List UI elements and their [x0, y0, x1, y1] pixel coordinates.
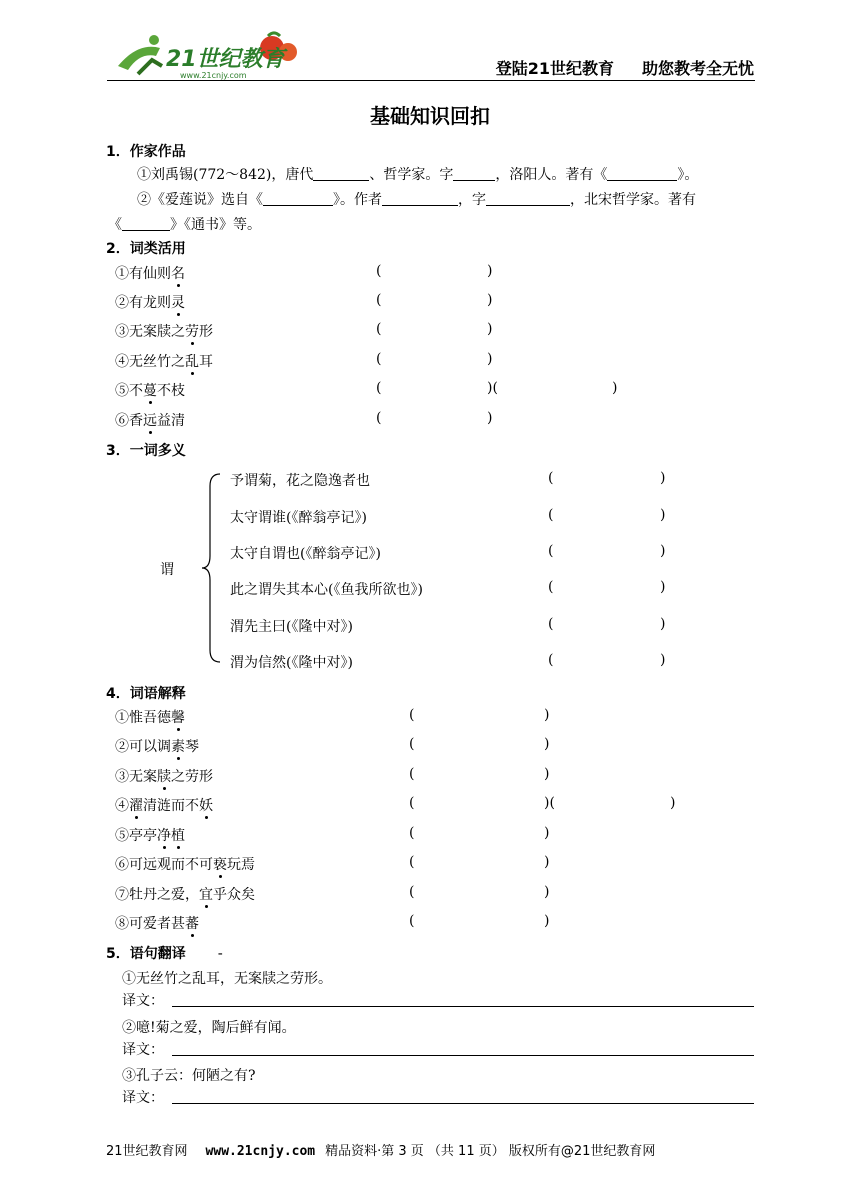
item-text: 不枝 — [157, 383, 185, 399]
list-item — [115, 410, 185, 430]
answer-paren[interactable]: ( — [409, 707, 415, 723]
section-1-heading: 1．作家作品 — [106, 144, 186, 160]
emphasized-char: 净 — [157, 828, 171, 844]
answer-paren[interactable]: ( — [409, 736, 415, 752]
polysemy-word: 谓 — [160, 562, 174, 578]
answer-paren[interactable]: ) — [660, 470, 666, 486]
item-text: 耳 — [199, 354, 213, 370]
list-item — [115, 854, 255, 874]
item-text: ⑦牡丹之爱， — [115, 887, 199, 903]
emphasized-char: 宜 — [199, 887, 213, 903]
answer-paren[interactable]: ( — [548, 470, 554, 486]
answer-paren[interactable]: ) — [670, 795, 676, 811]
translation-sentence: ①无丝竹之乱耳，无案牍之劳形。 — [122, 971, 332, 987]
list-item — [115, 795, 213, 815]
list-item: 渭先主曰(《隆中对》) — [230, 619, 353, 635]
item-text: ⑧可爱者甚 — [115, 916, 185, 932]
answer-paren[interactable]: ) — [660, 579, 666, 595]
footer-site: 21世纪教育网 — [106, 1144, 188, 1159]
item-text: ③无案牍之 — [115, 324, 185, 340]
section-3-heading: 3．一词多义 — [106, 443, 186, 459]
answer-paren[interactable]: ) — [544, 707, 550, 723]
footer-url[interactable]: www.21cnjy.com — [205, 1144, 316, 1159]
list-item — [115, 884, 255, 904]
list-item — [115, 380, 185, 400]
item-text: ④无丝竹之 — [115, 354, 185, 370]
emphasized-char: 灵 — [171, 295, 185, 311]
section-4-heading: 4．词语解释 — [106, 686, 186, 702]
list-item — [115, 351, 213, 371]
item-text: ⑤不 — [115, 383, 143, 399]
answer-paren[interactable]: ) — [487, 351, 493, 367]
blank-field[interactable] — [486, 191, 570, 206]
item-text: 形 — [199, 324, 213, 340]
answer-paren[interactable]: ( — [409, 766, 415, 782]
logo-text: 21世纪教育 — [166, 47, 285, 72]
answer-paren[interactable]: ) — [544, 884, 550, 900]
answer-paren[interactable]: ( — [548, 543, 554, 559]
slogan-right: 助您教考全无忧 — [641, 59, 754, 78]
list-item — [115, 913, 199, 933]
answer-paren[interactable]: ) — [487, 321, 493, 337]
emphasized-char: 蔓 — [143, 383, 157, 399]
list-item — [115, 825, 185, 845]
blank-field[interactable] — [122, 216, 170, 231]
emphasized-char: 乱 — [185, 354, 199, 370]
list-item — [115, 736, 199, 756]
site-logo — [108, 30, 308, 82]
s1-line-1: ①刘禹锡(772～842)，唐代 、哲学家。字 ，洛阳人。著有《 》。 — [137, 167, 699, 183]
answer-paren[interactable]: ) — [544, 825, 550, 841]
translation-answer-line[interactable] — [172, 1103, 754, 1104]
item-text: ①惟吾德 — [115, 710, 171, 726]
answer-paren[interactable]: ) — [487, 292, 493, 308]
brace-icon — [200, 472, 224, 664]
answer-paren[interactable]: )( — [544, 795, 555, 811]
answer-paren[interactable]: ) — [544, 854, 550, 870]
translation-sentence: ②噫!菊之爱，陶后鲜有闻。 — [122, 1020, 296, 1036]
answer-paren[interactable]: ( — [376, 410, 382, 426]
translation-label: 译文： — [122, 1090, 164, 1106]
translation-label: 译文： — [122, 1042, 164, 1058]
answer-paren[interactable]: ( — [409, 884, 415, 900]
answer-paren[interactable]: ) — [544, 913, 550, 929]
emphasized-char: 名 — [171, 266, 185, 282]
list-item — [115, 707, 185, 727]
blank-field[interactable] — [607, 166, 677, 181]
item-text: ④ — [115, 798, 129, 814]
s1-line-3: 《 》《通书》等。 — [108, 217, 261, 233]
answer-paren[interactable]: ) — [660, 616, 666, 632]
item-text: 之劳形 — [171, 769, 213, 785]
answer-paren[interactable]: ( — [409, 795, 415, 811]
item-text: ③无案 — [115, 769, 157, 785]
emphasized-char: 蕃 — [185, 916, 199, 932]
item-text: ⑤亭亭 — [115, 828, 157, 844]
emphasized-char: 素 — [171, 739, 185, 755]
section-5-heading: 5．语句翻译 - — [106, 946, 223, 962]
emphasized-char: 濯 — [129, 798, 143, 814]
item-text: 清涟而不 — [143, 798, 199, 814]
item-text: ⑥可远观而不可 — [115, 857, 213, 873]
list-item — [115, 766, 213, 786]
blank-field[interactable] — [453, 166, 495, 181]
emphasized-char: 妖 — [199, 798, 213, 814]
item-text: 玩焉 — [227, 857, 255, 873]
answer-paren[interactable]: ) — [612, 380, 618, 396]
answer-paren[interactable]: ) — [660, 543, 666, 559]
footer-info: 精品资料·第 3 页 （共 11 页） 版权所有@21世纪教育网 — [325, 1144, 656, 1159]
emphasized-char: 劳 — [185, 324, 199, 340]
answer-paren[interactable]: ( — [409, 854, 415, 870]
answer-paren[interactable]: ( — [376, 292, 382, 308]
translation-label: 译文： — [122, 993, 164, 1009]
answer-paren[interactable]: ) — [487, 410, 493, 426]
emphasized-char: 牍 — [157, 769, 171, 785]
answer-paren[interactable]: ) — [660, 507, 666, 523]
header-divider — [107, 80, 755, 81]
header-slogan — [496, 56, 754, 79]
list-item — [115, 263, 185, 283]
item-text: 益清 — [157, 413, 185, 429]
answer-paren[interactable]: ( — [548, 616, 554, 632]
list-item: 渭为信然(《隆中对》) — [230, 655, 353, 671]
section-2-heading: 2．词类活用 — [106, 241, 186, 257]
list-item — [115, 292, 185, 312]
list-item: 太守谓谁(《醉翁亭记》) — [230, 510, 367, 526]
list-item: 太守自谓也(《醉翁亭记》) — [230, 546, 381, 562]
answer-paren[interactable]: ) — [544, 766, 550, 782]
item-text: ②可以调 — [115, 739, 171, 755]
translation-sentence: ③孔子云：何陋之有? — [122, 1068, 256, 1084]
logo-graphic — [108, 30, 308, 82]
answer-paren[interactable]: ( — [376, 321, 382, 337]
list-item: 予谓菊，花之隐逸者也 — [230, 473, 370, 489]
item-text: ⑥香 — [115, 413, 143, 429]
blank-field[interactable] — [313, 166, 369, 181]
page-title: 基础知识回扣 — [370, 104, 490, 128]
list-item — [115, 321, 213, 341]
slogan-left: 登陆21世纪教育 — [495, 59, 614, 78]
blank-field[interactable] — [382, 191, 458, 206]
emphasized-char: 远 — [143, 413, 157, 429]
answer-paren[interactable]: ( — [548, 652, 554, 668]
list-item: 此之谓失其本心(《鱼我所欲也》) — [230, 582, 423, 598]
page-footer — [106, 1140, 655, 1159]
answer-paren[interactable]: ( — [376, 263, 382, 279]
answer-paren[interactable]: ( — [548, 507, 554, 523]
answer-paren[interactable]: ( — [409, 825, 415, 841]
item-text: 乎众矣 — [213, 887, 255, 903]
answer-paren[interactable]: ) — [660, 652, 666, 668]
emphasized-char: 亵 — [213, 857, 227, 873]
blank-field[interactable] — [263, 191, 333, 206]
item-text: 琴 — [185, 739, 199, 755]
s1-line-2: ②《爱莲说》选自《 》。作者 ，字 ，北宋哲学家。著有 — [137, 192, 696, 208]
answer-paren[interactable]: ) — [544, 736, 550, 752]
logo-url: www.21cnjy.com — [180, 71, 247, 80]
item-text: ①有仙则 — [115, 266, 171, 282]
emphasized-char: 馨 — [171, 710, 185, 726]
answer-paren[interactable]: ( — [548, 579, 554, 595]
answer-paren[interactable]: ( — [376, 351, 382, 367]
answer-paren[interactable]: ( — [376, 380, 382, 396]
answer-paren[interactable]: ) — [487, 263, 493, 279]
translation-answer-line[interactable] — [172, 1006, 754, 1007]
translation-answer-line[interactable] — [172, 1055, 754, 1056]
emphasized-char: 植 — [171, 828, 185, 844]
answer-paren[interactable]: )( — [487, 380, 498, 396]
answer-paren[interactable]: ( — [409, 913, 415, 929]
item-text: ②有龙则 — [115, 295, 171, 311]
